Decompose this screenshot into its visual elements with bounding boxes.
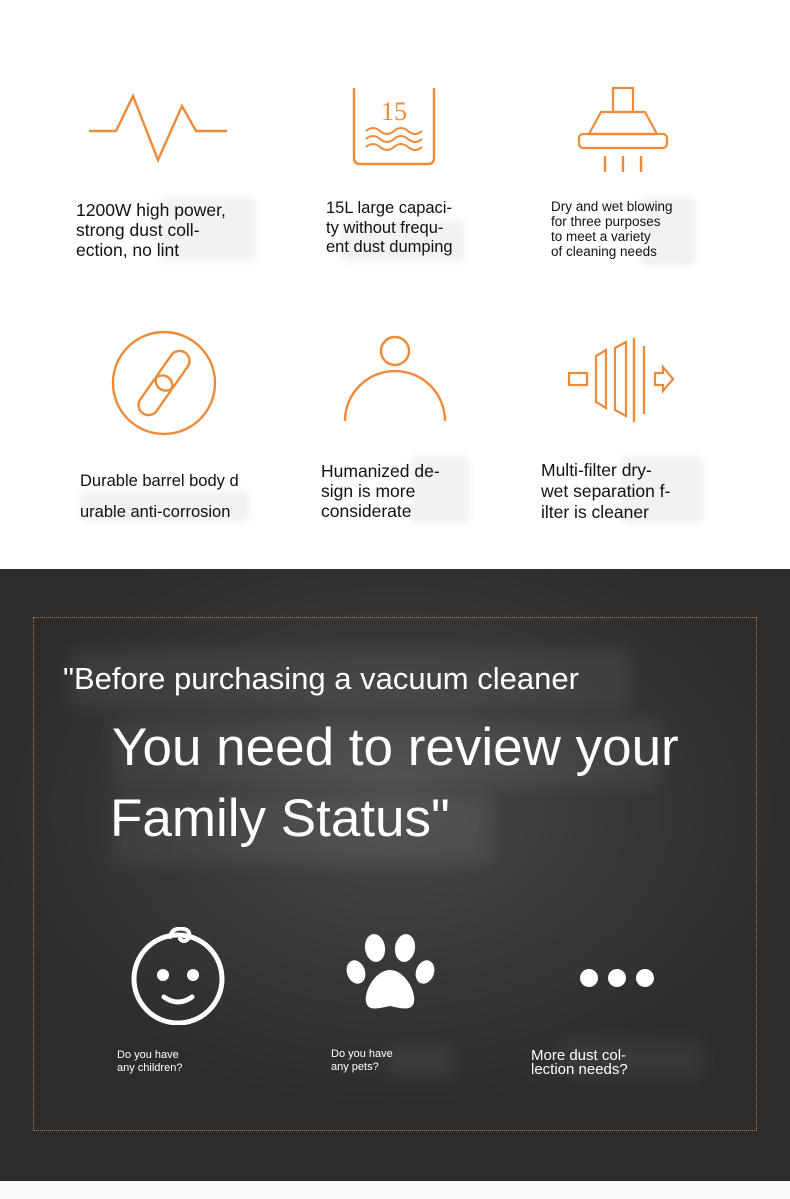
filter-icon: [566, 336, 678, 426]
more-dots-icon: [578, 967, 658, 989]
feature-filter-text: Multi-filter dry- wet separation f- ilter is cleaner: [541, 460, 671, 522]
paw-icon: [346, 934, 436, 1016]
review-intro: "Before purchasing a vacuum cleaner: [63, 661, 579, 696]
tank-number: 15: [381, 97, 407, 126]
feature-capacity-text: 15L large capaci- ty without frequ- ent dust dumping: [326, 199, 453, 256]
baby-face-icon: [128, 927, 228, 1025]
feature-blowing-text: Dry and wet blowing for three purposes to meet a variety of cleaning needs: [551, 199, 673, 259]
feature-durable-text: Durable barrel body d urable anti-corrosion: [80, 472, 239, 521]
review-headline-line2: Family Status": [110, 789, 450, 848]
question-children: Do you have any children?: [117, 1049, 183, 1074]
bottom-strip: [0, 1181, 790, 1199]
feature-humanized-text: Humanized de- sign is more considerate: [321, 461, 440, 521]
features-section: [0, 0, 790, 569]
person-icon: [340, 334, 450, 424]
question-more-needs: More dust col- lection needs?: [531, 1047, 628, 1078]
feature-power-text: 1200W high power, strong dust coll- ection, no lint: [76, 200, 226, 260]
family-status-section: [0, 569, 790, 1181]
blower-icon: [575, 86, 671, 178]
power-pulse-icon: [86, 88, 231, 168]
question-pets: Do you have any pets?: [331, 1048, 393, 1073]
tank-15l-icon: [350, 86, 440, 168]
link-icon: [110, 329, 218, 437]
review-headline-line1: You need to review your: [112, 718, 679, 777]
